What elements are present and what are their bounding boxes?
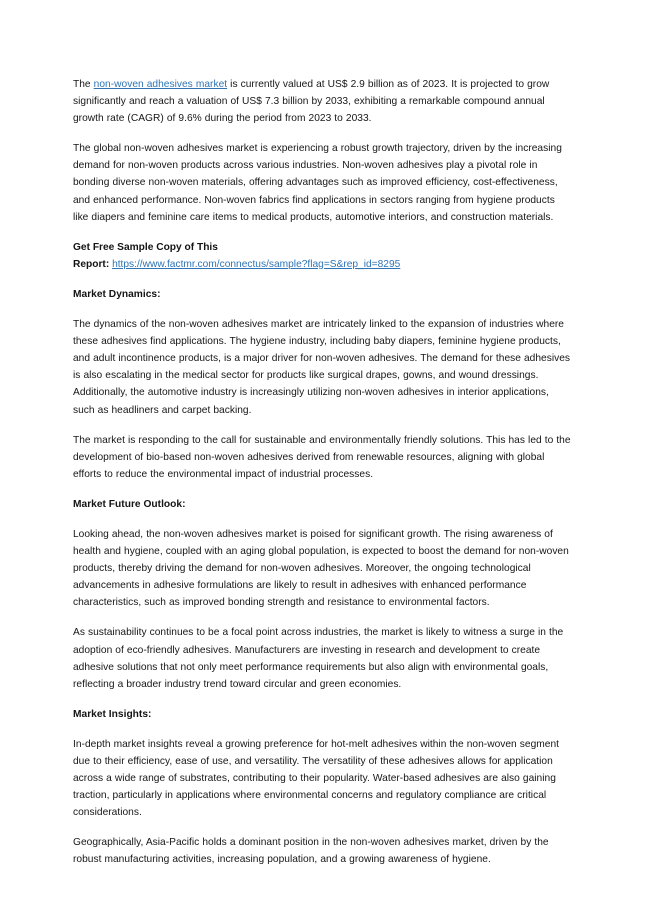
heading-market-insights: Market Insights: (73, 708, 152, 720)
paragraph-geography: Geographically, Asia-Pacific holds a dominant position in the non-woven adhesives market, driven by the robust manufacturing activities, increasing population, and a growing awareness of hygiene. (73, 837, 549, 866)
document-content (73, 76, 572, 869)
sample-report-url-link[interactable]: https://www.factmr.com/connectus/sample?flag=S&rep_id=8295 (112, 258, 401, 270)
non-woven-adhesives-market-link[interactable]: non-woven adhesives market (93, 79, 228, 90)
intro-lead-text: The (73, 79, 94, 90)
sample-copy-cta (73, 239, 572, 273)
sample-cta-label-line1: Get Free Sample Copy of This (73, 241, 218, 253)
paragraph-sustainability: The market is responding to the call for sustainable and environmentally friendly solutions. This has led to the development of bio-based non-woven adhesives derived from renewable resources, aligning with global efforts to reduce the environmental impact of industrial processes. (73, 434, 571, 480)
paragraph-eco-friendly: As sustainability continues to be a focal point across industries, the market is likely to witness a surge in the adoption of eco-friendly adhesives. Manufacturers are investing in research and development to create adhesive solutions that not only meet performance requirements but also align with environmental goals, reflecting a broader industry trend toward circular and green economies. (73, 627, 564, 690)
paragraph-future-outlook: Looking ahead, the non-woven adhesives market is poised for significant growth. The rising awareness of health and hygiene, coupled with an aging global population, is expected to boost the demand for non-woven products, thereby driving the demand for non-woven adhesives. Moreover, the ongoing technological advancements in adhesive formulations are likely to result in adhesives with enhanced performance characteristics, such as improved bonding strength and resistance to environmental factors. (73, 528, 569, 609)
paragraph-market-insights: In-depth market insights reveal a growing preference for hot-melt adhesives within the non-woven segment due to their efficiency, ease of use, and versatility. The versatility of these adhesives allows for application across a wide range of substrates, contributing to their popularity. Water-based adhesives are also gaining traction, particularly in applications where environmental concerns and regulatory compliance are critical considerations. (73, 738, 560, 819)
heading-market-dynamics: Market Dynamics: (73, 288, 161, 300)
intro-tail-text: is currently valued at US$ 2.9 billion as of 2023. It is projected to grow significantly and reach a valuation of US$ 7.3 billion by 2033, exhibiting a remarkable compound annual growth rate (CAGR) of 9.6% during the period from 2023 to 2033. (73, 79, 550, 125)
paragraph-intro (73, 76, 572, 127)
paragraph-overview: The global non-woven adhesives market is experiencing a robust growth trajectory, driven by the increasing demand for non-woven products across various industries. Non-woven adhesives play a pivotal role in bonding diverse non-woven materials, offering advantages such as improved efficiency, cost-effectiveness, and enhanced performance. Non-woven fabrics find applications in sectors ranging from hygiene products like diapers and feminine care items to medical products, automotive interiors, and construction materials. (73, 143, 562, 223)
heading-market-future-outlook: Market Future Outlook: (73, 498, 186, 510)
paragraph-market-dynamics: The dynamics of the non-woven adhesives market are intricately linked to the expansion of industries where these adhesives find applications. The hygiene industry, including baby diapers, feminine hygiene products, and adult incontinence products, is a major driver for non-woven adhesives. The demand for these adhesives is also escalating in the medical sector for products like surgical drapes, gowns, and wound dressings. Additionally, the automotive industry is increasingly utilizing non-woven adhesives in interior applications, such as headliners and carpet backing. (73, 319, 571, 416)
sample-cta-label-line2: Report: (73, 258, 110, 270)
